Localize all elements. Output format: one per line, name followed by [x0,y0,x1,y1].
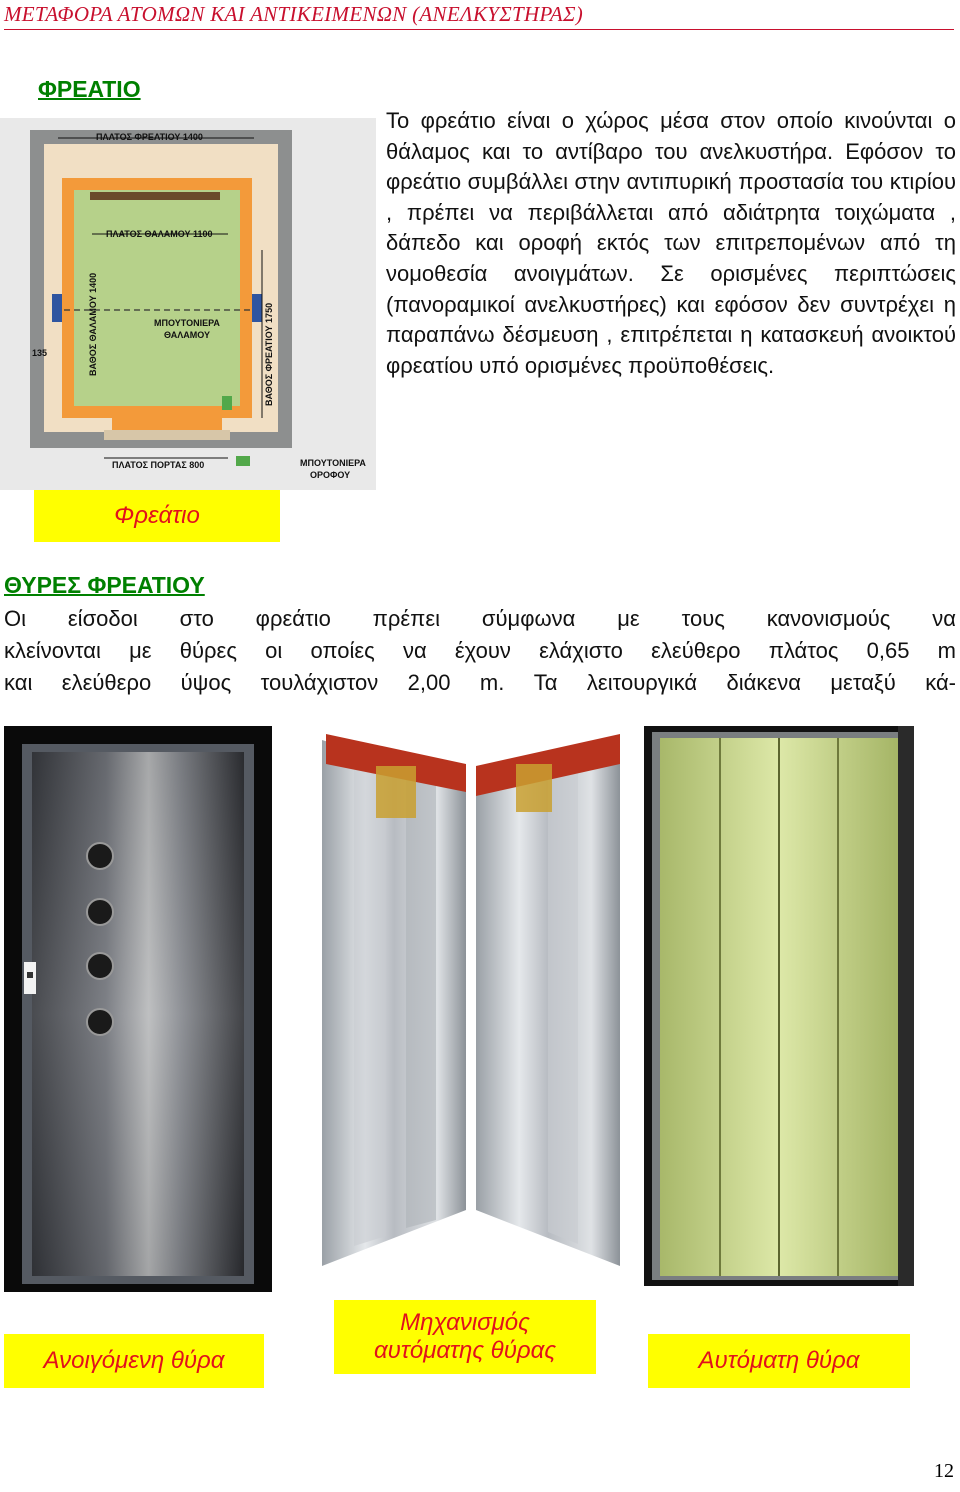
label-shaft-depth: ΒΑΘΟΣ ΦΡΕΑΤΙΟΥ 1750 [264,302,274,406]
section-heading-shaft: ΦΡΕΑΤΙΟ [38,76,141,102]
label-floor-buttons-2: ΟΡΟΦΟΥ [310,470,351,480]
shaft-plan-diagram [0,118,376,490]
page-number: 12 [934,1460,954,1482]
label-door-width: ΠΛΑΤΟΣ ΠΟΡΤΑΣ 800 [112,460,205,470]
label-car-depth: ΒΑΘΟΣ ΘΑΛΑΜΟΥ 1400 [88,272,98,376]
car-interior [74,190,240,406]
doors-text-line-2: κλείνονται με θύρες οι οποίες να έχουν ελάχιστο ελεύθερο πλάτος 0,65 m [4,638,956,663]
caption-swing-door: Ανοιγόμενη θύρα [4,1334,264,1388]
caption-door-mechanism-line-1: Μηχανισμός [400,1309,530,1337]
caption-door-mechanism [334,1300,596,1374]
label-shaft-width: ΠΛΑΤΟΣ ΦΡΕΑΤΙΟΥ 1400 [96,132,203,142]
automatic-door-mechanism-photo [316,726,626,1270]
section-heading-shaft-doors: ΘΥΡΕΣ ΦΡΕΑΤΙΟΥ [4,572,205,598]
caption-shaft: Φρεάτιο [34,490,280,542]
shaft-description: Το φρεάτιο είναι ο χώρος μέσα στον οποίο κινούνται ο θάλαμος και το αντίβαρο του ανελκυστήρα. Εφόσον το φρεάτιο συμβάλλει στην αντιπυρική προστασία του κτιρίου , πρέπει να περιβάλλεται από αδιάτρητα τοιχώματα , δάπεδο και οροφή εκτός των επιτρεπομένων από τη νομοθεσία ανοιγμάτων. Σε ορισμένες περιπτώσεις (πανοραμικοί ανελκυστήρες) και εφόσον δεν συντρέχει η παραπάνω δέσμευση , επιτρέπεται η κατασκευή ανοικτού φρεατίου υπό ορισμένες προϋποθέσεις. [386,108,956,378]
label-car-buttons-2: ΘΑΛΑΜΟΥ [164,330,211,340]
label-135: 135 [32,348,48,358]
label-floor-buttons-1: ΜΠΟΥΤΟΝΙΕΡΑ [300,458,366,468]
caption-door-mechanism-line-2: αυτόματης θύρας [373,1337,556,1364]
label-car-buttons-1: ΜΠΟΥΤΟΝΙΕΡΑ [154,318,220,328]
running-header: ΜΕΤΑΦΟΡΑ ΑΤΟΜΩΝ ΚΑΙ ΑΝΤΙΚΕΙΜΕΝΩΝ (ΑΝΕΛΚΥΣΤΗΡΑΣ) [4,2,954,30]
swing-door-photo [4,726,272,1292]
automatic-door-photo [644,726,914,1286]
doors-text-line-1: Οι είσοδοι στο φρεάτιο πρέπει σύμφωνα με τους κανονισμούς να [4,606,956,631]
doors-text-line-3: και ελεύθερο ύψος τουλάχιστον 2,00 m. Τα λειτουργικά διάκενα μεταξύ κά- [4,670,956,695]
caption-automatic-door: Αυτόματη θύρα [648,1334,910,1388]
label-car-width: ΠΛΑΤΟΣ ΘΑΛΑΜΟΥ 1100 [106,229,213,239]
